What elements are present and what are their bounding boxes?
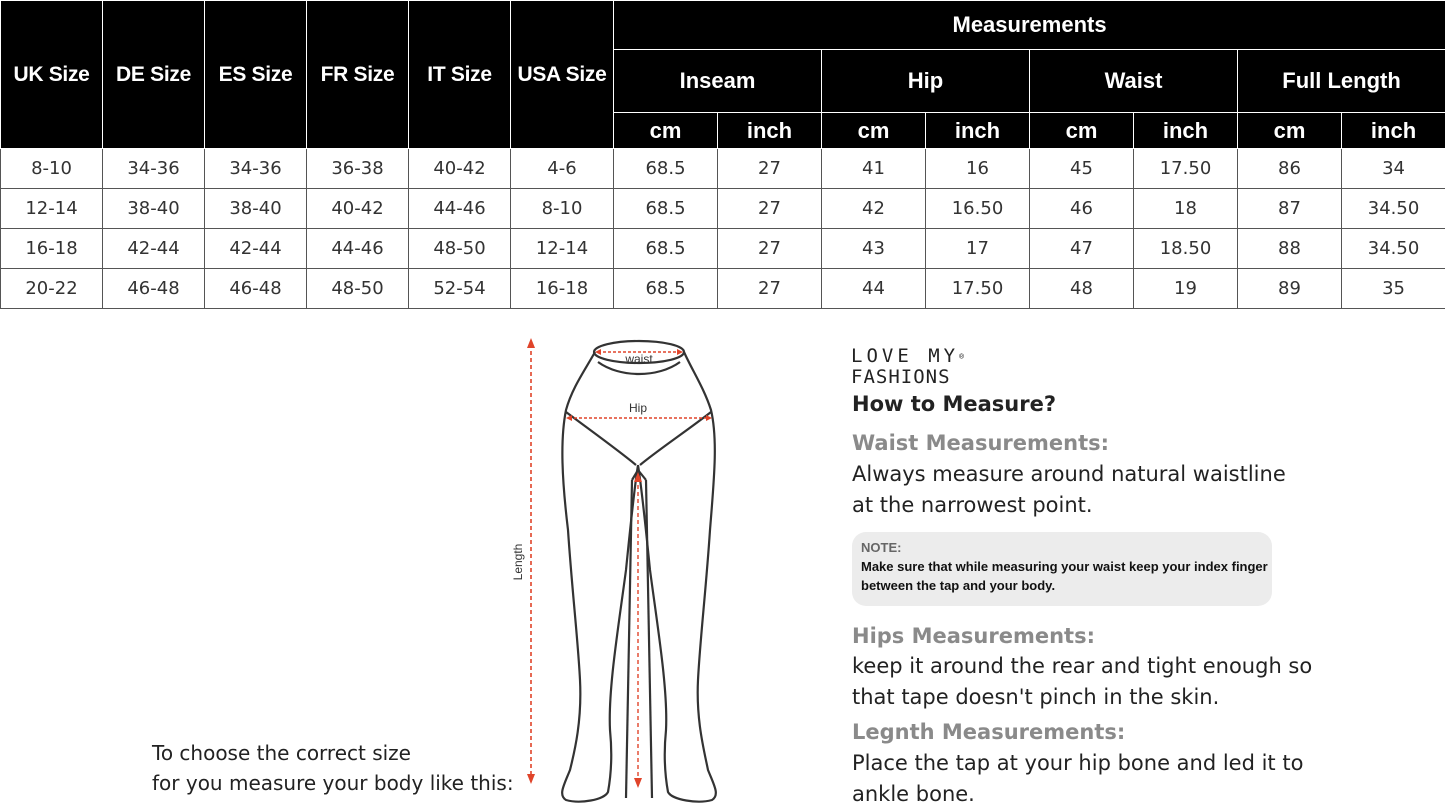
table-cell: 12-14 <box>1 189 103 229</box>
instruction-line: To choose the correct size <box>152 738 514 768</box>
table-cell: 16 <box>926 149 1030 189</box>
length-text-line: ankle bone. <box>852 779 1303 810</box>
length-arrow <box>527 338 535 784</box>
unit-header-inch: inch <box>1134 113 1238 149</box>
instruction-line: for you measure your body like this: <box>152 768 514 798</box>
table-cell: 46 <box>1030 189 1134 229</box>
table-cell: 16.50 <box>926 189 1030 229</box>
waist-text-line: Always measure around natural waistline <box>852 459 1286 490</box>
table-cell: 17.50 <box>926 269 1030 309</box>
table-cell: 34-36 <box>103 149 205 189</box>
table-cell: 19 <box>1134 269 1238 309</box>
table-cell: 48-50 <box>307 269 409 309</box>
table-cell: 8-10 <box>511 189 614 229</box>
table-cell: 4-6 <box>511 149 614 189</box>
waist-text-line: at the narrowest point. <box>852 490 1286 521</box>
note-title: NOTE: <box>861 540 1262 555</box>
table-cell: 48-50 <box>409 229 511 269</box>
hips-section-text <box>852 651 1312 713</box>
hips-text-line: keep it around the rear and tight enough so <box>852 651 1312 682</box>
table-cell: 8-10 <box>1 149 103 189</box>
waist-section-text <box>852 459 1286 521</box>
table-cell: 12-14 <box>511 229 614 269</box>
table-cell: 88 <box>1238 229 1342 269</box>
header-de-size: DE Size <box>103 1 205 149</box>
table-cell: 34.50 <box>1342 229 1445 269</box>
table-row <box>1 189 1445 229</box>
table-cell: 34-36 <box>205 149 307 189</box>
brand-line-2: FASHIONS <box>851 367 964 388</box>
table-cell: 42-44 <box>103 229 205 269</box>
table-cell: 42-44 <box>205 229 307 269</box>
unit-header-cm: cm <box>1030 113 1134 149</box>
table-cell: 38-40 <box>103 189 205 229</box>
length-text-line: Place the tap at your hip bone and led it to <box>852 748 1303 779</box>
hip-measure-line <box>566 415 712 421</box>
note-text <box>861 557 1262 595</box>
unit-header-cm: cm <box>822 113 926 149</box>
table-cell: 86 <box>1238 149 1342 189</box>
unit-header-inch: inch <box>718 113 822 149</box>
unit-header-cm: cm <box>614 113 718 149</box>
table-cell: 17.50 <box>1134 149 1238 189</box>
table-cell: 18.50 <box>1134 229 1238 269</box>
table-cell: 48 <box>1030 269 1134 309</box>
table-cell: 68.5 <box>614 229 718 269</box>
table-cell: 36-38 <box>307 149 409 189</box>
table-cell: 89 <box>1238 269 1342 309</box>
size-chart-table <box>0 0 1445 309</box>
table-cell: 41 <box>822 149 926 189</box>
inseam-measure-line <box>634 472 642 788</box>
table-cell: 27 <box>718 229 822 269</box>
table-cell: 16-18 <box>511 269 614 309</box>
header-fr-size: FR Size <box>307 1 409 149</box>
table-cell: 20-22 <box>1 269 103 309</box>
header-inseam: Inseam <box>614 50 822 113</box>
length-section-title: Legnth Measurements: <box>852 720 1125 744</box>
waist-section-title: Waist Measurements: <box>852 431 1109 455</box>
table-cell: 44 <box>822 269 926 309</box>
table-cell: 34 <box>1342 149 1445 189</box>
table-cell: 18 <box>1134 189 1238 229</box>
header-es-size: ES Size <box>205 1 307 149</box>
unit-header-inch: inch <box>1342 113 1445 149</box>
hips-section-title: Hips Measurements: <box>852 624 1095 648</box>
waist-label: waist <box>624 352 653 366</box>
table-cell: 34.50 <box>1342 189 1445 229</box>
hips-text-line: that tape doesn't pinch in the skin. <box>852 682 1312 713</box>
header-it-size: IT Size <box>409 1 511 149</box>
table-cell: 40-42 <box>409 149 511 189</box>
table-cell: 17 <box>926 229 1030 269</box>
table-cell: 40-42 <box>307 189 409 229</box>
unit-header-inch: inch <box>926 113 1030 149</box>
size-table-body <box>1 149 1445 309</box>
table-cell: 68.5 <box>614 269 718 309</box>
table-cell: 68.5 <box>614 189 718 229</box>
brand-logo <box>851 346 964 388</box>
length-label: Length <box>511 544 525 581</box>
table-cell: 46-48 <box>103 269 205 309</box>
table-cell: 27 <box>718 269 822 309</box>
how-to-measure-title: How to Measure? <box>852 392 1056 416</box>
table-cell: 44-46 <box>307 229 409 269</box>
length-section-text <box>852 748 1303 810</box>
header-hip: Hip <box>822 50 1030 113</box>
table-row <box>1 269 1445 309</box>
measure-instruction-text <box>152 738 514 798</box>
legging-measure-diagram <box>500 330 760 807</box>
table-cell: 68.5 <box>614 149 718 189</box>
table-cell: 43 <box>822 229 926 269</box>
table-cell: 52-54 <box>409 269 511 309</box>
hip-label: Hip <box>629 401 647 415</box>
table-cell: 87 <box>1238 189 1342 229</box>
table-row <box>1 149 1445 189</box>
header-measurements: Measurements <box>614 1 1445 50</box>
table-cell: 38-40 <box>205 189 307 229</box>
table-cell: 46-48 <box>205 269 307 309</box>
note-text-line: between the tap and your body. <box>861 576 1262 595</box>
header-waist: Waist <box>1030 50 1238 113</box>
table-cell: 47 <box>1030 229 1134 269</box>
table-cell: 42 <box>822 189 926 229</box>
table-row <box>1 229 1445 269</box>
brand-line-1: LOVE MY <box>851 345 959 367</box>
table-cell: 45 <box>1030 149 1134 189</box>
header-full-length: Full Length <box>1238 50 1445 113</box>
table-cell: 35 <box>1342 269 1445 309</box>
header-usa-size: USA Size <box>511 1 614 149</box>
note-text-line: Make sure that while measuring your waist keep your index finger <box>861 557 1262 576</box>
table-cell: 16-18 <box>1 229 103 269</box>
header-uk-size: UK Size <box>1 1 103 149</box>
registered-mark: ® <box>959 352 964 361</box>
unit-header-cm: cm <box>1238 113 1342 149</box>
table-cell: 27 <box>718 189 822 229</box>
note-box <box>852 532 1272 606</box>
table-cell: 27 <box>718 149 822 189</box>
table-cell: 44-46 <box>409 189 511 229</box>
